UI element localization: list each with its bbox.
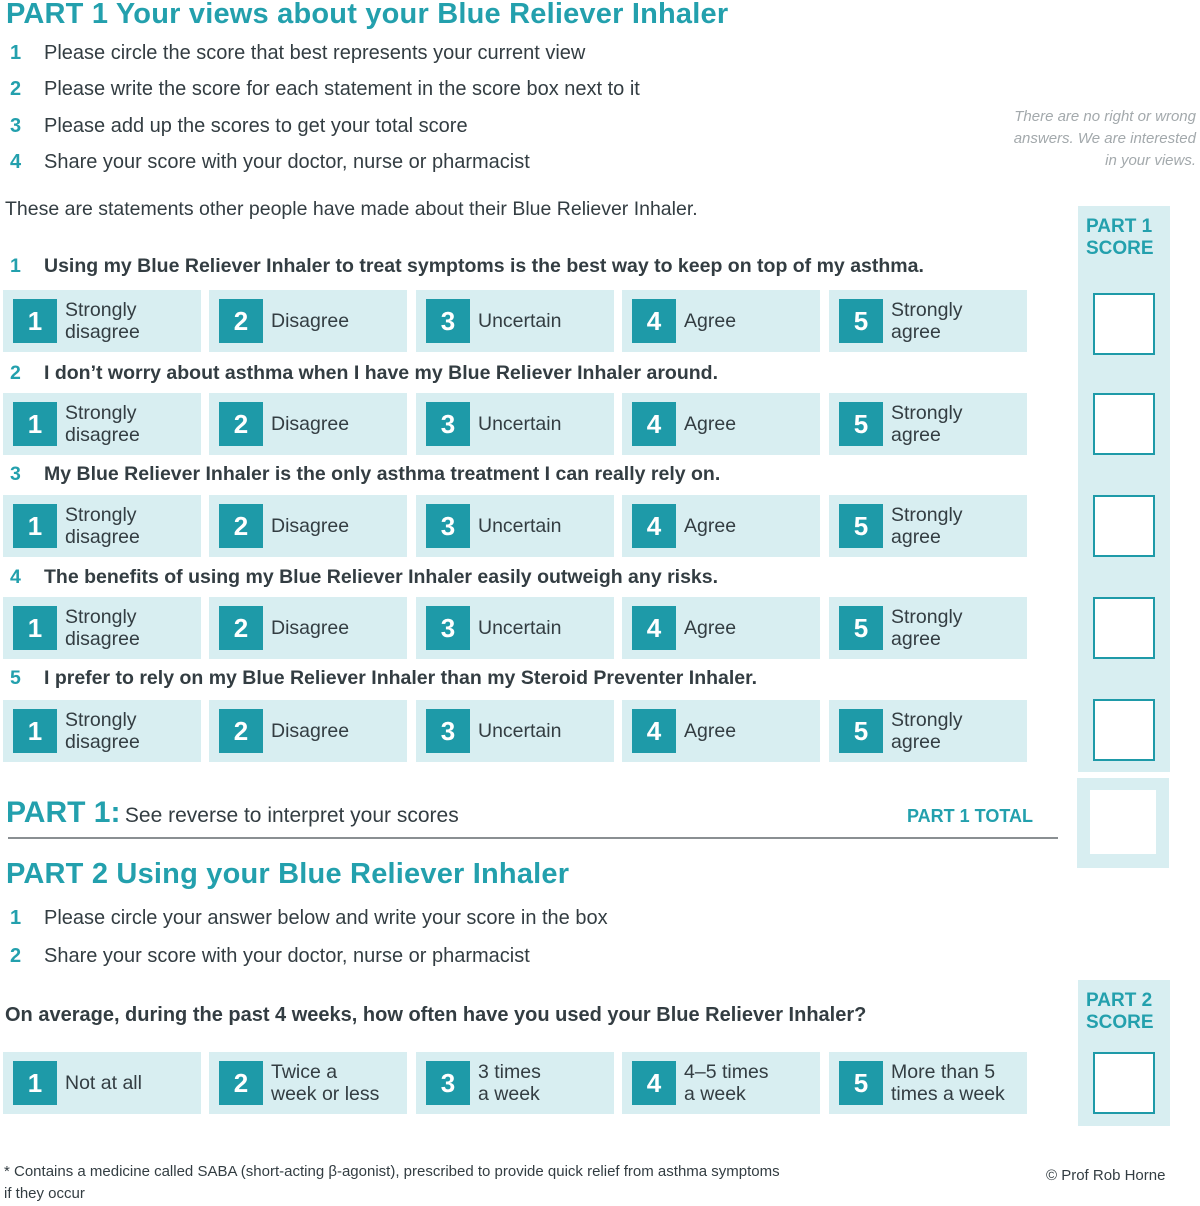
score-box-statement-5[interactable] — [1093, 699, 1155, 761]
part2-option-4[interactable]: 4 4–5 times a week — [622, 1052, 820, 1114]
no-right-answers-note: There are no right or wrong answers. We are interested in your views. — [1013, 108, 1196, 169]
statement-5-option-3[interactable]: 3 Uncertain — [416, 700, 614, 762]
statement-4-option-3[interactable]: 3 Uncertain — [416, 597, 614, 659]
statement-3-option-1[interactable]: 1 Strongly disagree — [3, 495, 201, 557]
statement-2-option-3[interactable]: 3 Uncertain — [416, 393, 614, 455]
statement-1-option-3[interactable]: 3 Uncertain — [416, 290, 614, 352]
divider-line — [8, 837, 1058, 839]
part2-option-2[interactable]: 2 Twice a week or less — [209, 1052, 407, 1114]
statement-5-option-2[interactable]: 2 Disagree — [209, 700, 407, 762]
statement-1: 1 Using my Blue Reliever Inhaler to treat symptoms is the best way to keep on top of my asthma. — [10, 255, 924, 277]
footnote: * Contains a medicine called SABA (short-acting β-agonist), prescribed to provide quick relief from asthma symptoms if they occur — [4, 1163, 780, 1202]
part1-instruction: 3 Please add up the scores to get your total score — [10, 115, 468, 137]
statement-4-option-5[interactable]: 5 Strongly agree — [829, 597, 1027, 659]
score-box-statement-3[interactable] — [1093, 495, 1155, 557]
statement-2: 2 I don’t worry about asthma when I have my Blue Reliever Inhaler around. — [10, 362, 718, 384]
statement-2-option-5[interactable]: 5 Strongly agree — [829, 393, 1027, 455]
part2-title: PART 2 Using your Blue Reliever Inhaler — [6, 858, 570, 890]
statement-3-option-2[interactable]: 2 Disagree — [209, 495, 407, 557]
part1-footer-heading: PART 1: — [6, 796, 121, 829]
statement-3-option-5[interactable]: 5 Strongly agree — [829, 495, 1027, 557]
part1-instruction: 2 Please write the score for each statement in the score box next to it — [10, 78, 640, 100]
part1-score-panel — [1078, 206, 1170, 772]
statement-4: 4 The benefits of using my Blue Reliever Inhaler easily outweigh any risks. — [10, 566, 719, 588]
statement-4-option-2[interactable]: 2 Disagree — [209, 597, 407, 659]
part1-score-title: PART 1 SCORE — [1086, 216, 1154, 259]
statement-1-option-1[interactable]: 1 Strongly disagree — [3, 290, 201, 352]
statement-1-option-4[interactable]: 4 Agree — [622, 290, 820, 352]
statement-2-option-4[interactable]: 4 Agree — [622, 393, 820, 455]
statement-5-option-1[interactable]: 1 Strongly disagree — [3, 700, 201, 762]
part1-intro: These are statements other people have made about their Blue Reliever Inhaler. — [5, 198, 698, 220]
statement-5-option-4[interactable]: 4 Agree — [622, 700, 820, 762]
statement-5: 5 I prefer to rely on my Blue Reliever Inhaler than my Steroid Preventer Inhaler. — [10, 667, 758, 689]
statement-2-option-2[interactable]: 2 Disagree — [209, 393, 407, 455]
statement-4-option-1[interactable]: 1 Strongly disagree — [3, 597, 201, 659]
part2-question: On average, during the past 4 weeks, how often have you used your Blue Reliever Inhaler? — [5, 1004, 867, 1026]
part1-total-label: PART 1 TOTAL — [907, 806, 1033, 826]
part2-score-title: PART 2 SCORE — [1086, 990, 1154, 1033]
part2-option-3[interactable]: 3 3 times a week — [416, 1052, 614, 1114]
statement-1-option-5[interactable]: 5 Strongly agree — [829, 290, 1027, 352]
statement-3: 3 My Blue Reliever Inhaler is the only asthma treatment I can really rely on. — [10, 463, 721, 485]
statement-3-option-3[interactable]: 3 Uncertain — [416, 495, 614, 557]
statement-3-option-4[interactable]: 4 Agree — [622, 495, 820, 557]
statement-5-option-5[interactable]: 5 Strongly agree — [829, 700, 1027, 762]
part1-instruction: 1 Please circle the score that best represents your current view — [10, 42, 586, 64]
part2-option-5[interactable]: 5 More than 5 times a week — [829, 1052, 1027, 1114]
part2-option-1[interactable]: 1 Not at all — [3, 1052, 201, 1114]
score-box-statement-4[interactable] — [1093, 597, 1155, 659]
part2-instruction: 2 Share your score with your doctor, nurse or pharmacist — [10, 945, 530, 967]
score-box-statement-2[interactable] — [1093, 393, 1155, 455]
part1-instruction: 4 Share your score with your doctor, nurse or pharmacist — [10, 151, 530, 173]
copyright: © Prof Rob Horne — [1046, 1167, 1166, 1184]
statement-1-option-2[interactable]: 2 Disagree — [209, 290, 407, 352]
score-box-statement-1[interactable] — [1093, 293, 1155, 355]
statement-4-option-4[interactable]: 4 Agree — [622, 597, 820, 659]
part1-footer — [6, 796, 459, 830]
statement-2-option-1[interactable]: 1 Strongly disagree — [3, 393, 201, 455]
part1-total-box[interactable] — [1090, 790, 1156, 854]
part2-instruction: 1 Please circle your answer below and write your score in the box — [10, 907, 608, 929]
part1-footer-text: See reverse to interpret your scores — [124, 804, 459, 827]
part2-score-box[interactable] — [1093, 1052, 1155, 1114]
part1-title: PART 1 Your views about your Blue Reliever Inhaler — [6, 0, 729, 30]
